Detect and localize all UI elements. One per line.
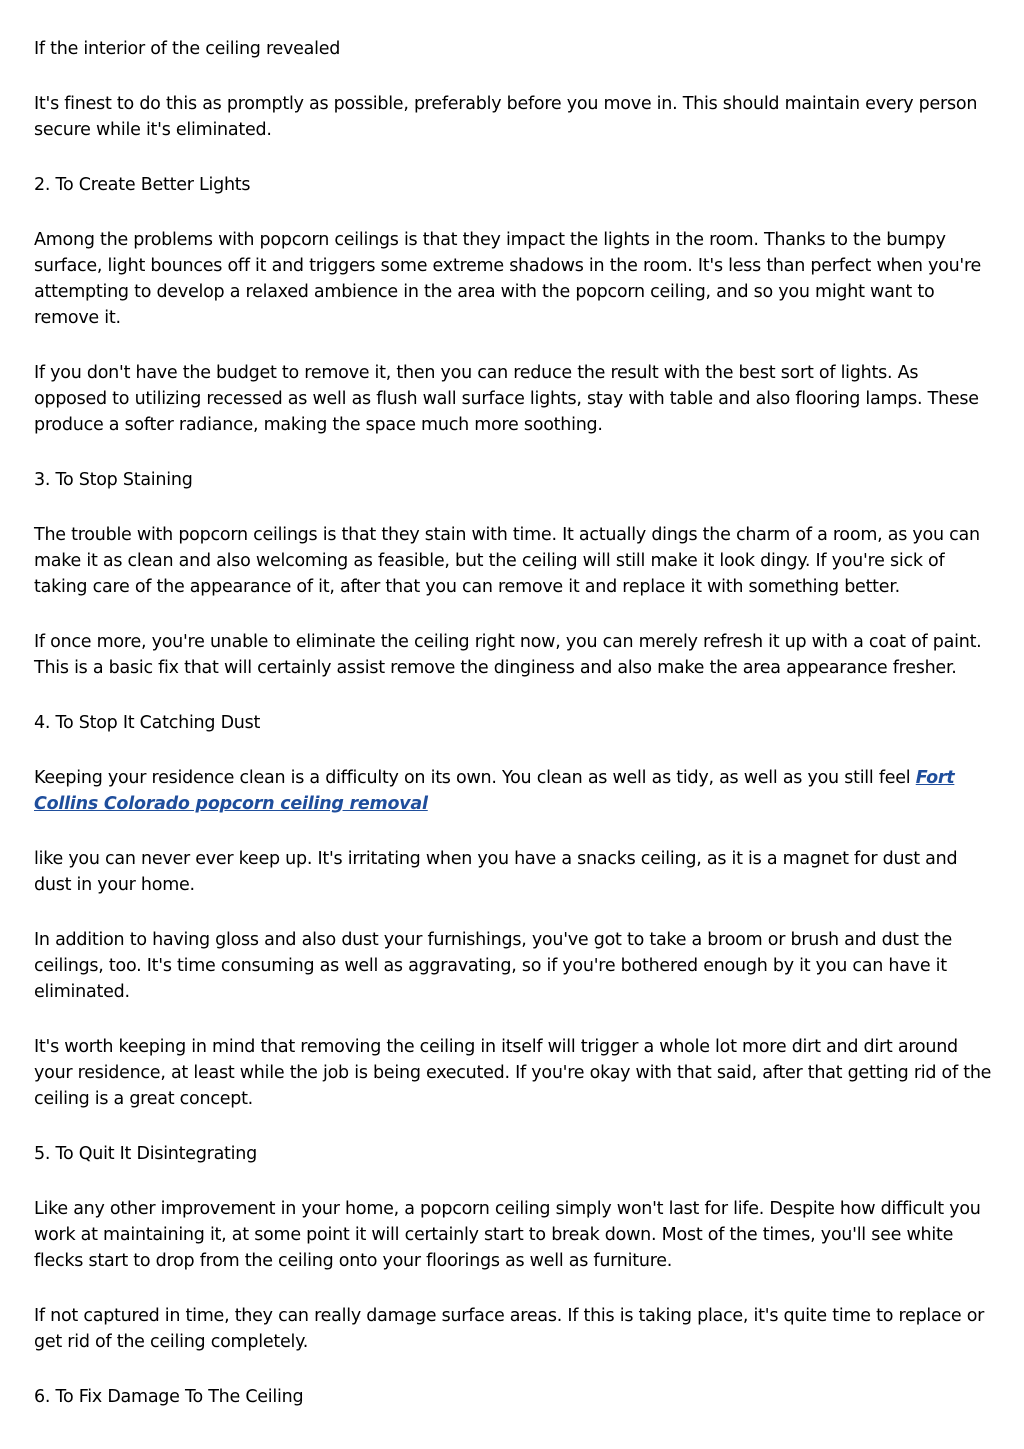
paragraph-2a: Among the problems with popcorn ceilings is that they impact the lights in the room. Thanks to the bumpy surface, light bounces off it and triggers some extreme shadows in the room. It's less than perfect when you're attempting to develop a relaxed ambience in the area with the popcorn ceiling, and so you might want to remove it.: [34, 230, 982, 328]
section-heading-5: 5. To Quit It Disintegrating: [34, 1144, 257, 1164]
paragraph-4a: [34, 765, 992, 817]
paragraph-5b: If not captured in time, they can really damage surface areas. If this is taking place, it's quite time to replace or get rid of the ceiling completely.: [34, 1306, 985, 1352]
paragraph-4a-text: Keeping your residence clean is a difficulty on its own. You clean as well as tidy, as well as you still feel: [34, 768, 916, 788]
document-body: [34, 36, 992, 1439]
paragraph-2b: If you don't have the budget to remove it, then you can reduce the result with the best sort of lights. As opposed to utilizing recessed as well as flush wall surface lights, stay with table and also flooring lamps. These produce a softer radiance, making the space much more soothing.: [34, 363, 979, 435]
paragraph-5a: Like any other improvement in your home, a popcorn ceiling simply won't last for life. Despite how difficult you work at maintaining it, at some point it will certainly start to break down. Most of the times, you'll see white flecks start to drop from the ceiling onto your floorings as well as furniture.: [34, 1199, 981, 1271]
paragraph-3a: The trouble with popcorn ceilings is that they stain with time. It actually dings the charm of a room, as you can make it as clean and also welcoming as feasible, but the ceiling will still make it look dingy. If you're sick of taking care of the appearance of it, after that you can remove it and replace it with something better.: [34, 525, 980, 597]
paragraph-4c: In addition to having gloss and also dust your furnishings, you've got to take a broom or brush and dust the ceilings, too. It's time consuming as well as aggravating, so if you're bothered enough by it you can have it eliminated.: [34, 930, 953, 1002]
section-heading-6: 6. To Fix Damage To The Ceiling: [34, 1387, 304, 1407]
paragraph-4d: It's worth keeping in mind that removing the ceiling in itself will trigger a whole lot more dirt and dirt around your residence, at least while the job is being executed. If you're okay with that said, after that getting rid of the ceiling is a great concept.: [34, 1037, 992, 1109]
section-heading-2: 2. To Create Better Lights: [34, 175, 251, 195]
paragraph-3b: If once more, you're unable to eliminate the ceiling right now, you can merely refresh it up with a coat of paint. This is a basic fix that will certainly assist remove the dinginess and also make the area appearance fresher.: [34, 632, 982, 678]
section-heading-3: 3. To Stop Staining: [34, 470, 193, 490]
paragraph-intro-b: It's finest to do this as promptly as possible, preferably before you move in. This should maintain every person secure while it's eliminated.: [34, 94, 978, 140]
section-heading-4: 4. To Stop It Catching Dust: [34, 713, 261, 733]
fort-collins-popcorn-ceiling-link[interactable]: Fort Collins Colorado popcorn ceiling removal: [34, 768, 955, 814]
paragraph-4b: like you can never ever keep up. It's irritating when you have a snacks ceiling, as it is a magnet for dust and dust in your home.: [34, 849, 958, 895]
paragraph-intro-a: If the interior of the ceiling revealed: [34, 39, 341, 59]
